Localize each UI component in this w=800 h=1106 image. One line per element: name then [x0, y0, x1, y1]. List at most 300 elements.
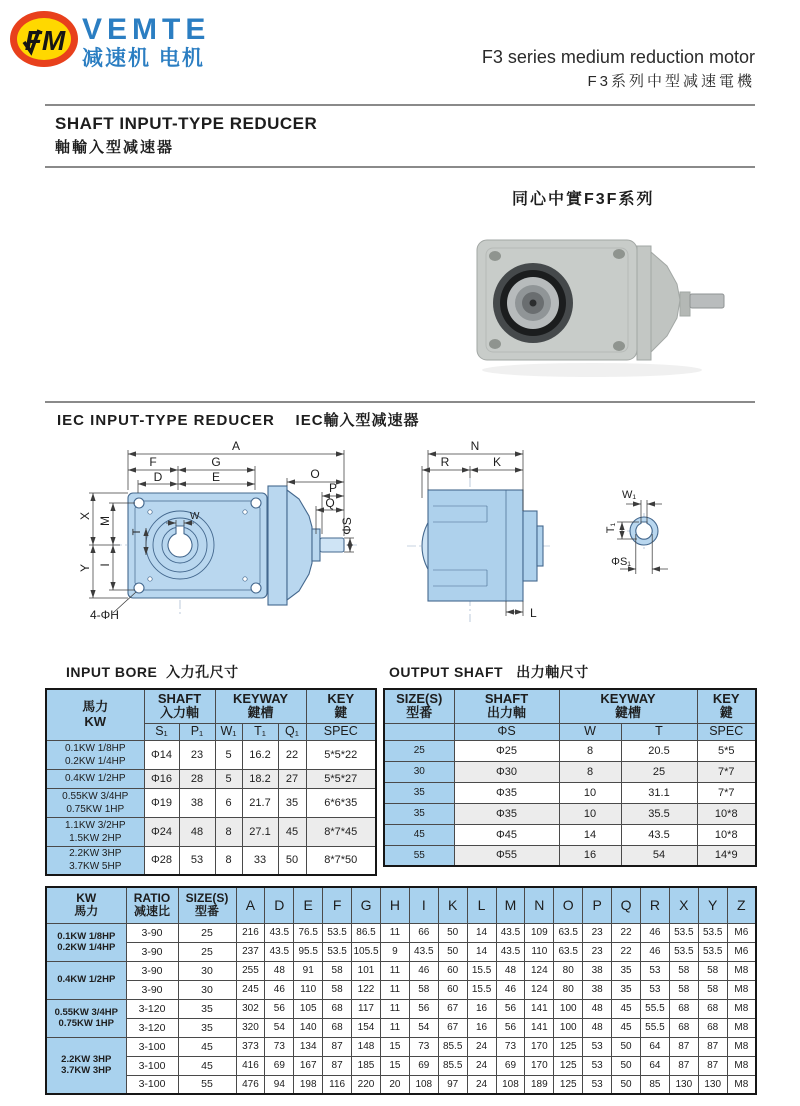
power-line: 3.7KW 3HP: [61, 1065, 112, 1077]
dim-value: 110: [294, 980, 323, 999]
col-header-kw: KW 馬力: [46, 887, 126, 923]
dim-value: 50: [612, 1056, 641, 1075]
col-header-letter: P: [583, 887, 612, 923]
dim-label-X: X: [78, 511, 92, 521]
table-row: [384, 803, 756, 824]
dim-value: Φ28: [144, 846, 179, 875]
dim-label-T1: T₁: [605, 522, 617, 534]
dim-value: 53.5: [669, 923, 698, 942]
dim-value: 5: [215, 769, 242, 788]
dim-value: 55.5: [640, 999, 669, 1018]
dim-value: M8: [727, 1056, 756, 1075]
dim-value: 50: [278, 846, 306, 875]
input-bore-title-en: INPUT BORE: [66, 664, 158, 680]
size-value: 45: [178, 1056, 236, 1075]
dim-value: 220: [352, 1075, 381, 1094]
table-row: [46, 788, 376, 817]
power-group-label: [46, 961, 126, 999]
power-line: 3.7KW 5HP: [69, 861, 122, 873]
col-header-t1: T₁: [242, 723, 278, 740]
dim-label-Q: Q: [325, 496, 335, 510]
dim-value: 67: [438, 1018, 467, 1037]
dim-value: 66: [409, 923, 438, 942]
dim-value: 53: [583, 1075, 612, 1094]
output-shaft-table: [383, 688, 757, 867]
col-header-letter: F: [323, 887, 352, 923]
table-row: [46, 769, 376, 788]
power-line: 0.75KW 1HP: [58, 1018, 114, 1029]
page-title-zh: 軸輸入型减速器: [55, 139, 175, 156]
col-header-power: 馬力 KW: [46, 689, 144, 740]
power-label: [46, 846, 144, 875]
series-title-zh: F3系列中型减速電機: [587, 73, 755, 90]
col-header-shaft: SHAFT 出力軸: [454, 689, 559, 723]
col-header-letter: I: [409, 887, 438, 923]
dim-value: 167: [294, 1056, 323, 1075]
power-label: [46, 817, 144, 846]
dim-value: 53: [179, 846, 215, 875]
col-header-letter: K: [438, 887, 467, 923]
ratio-value: 3-100: [126, 1075, 178, 1094]
col-header-letter: D: [265, 887, 294, 923]
power-line: 1.1KW 3/2HP: [64, 819, 126, 831]
dim-value: 46: [496, 980, 525, 999]
title-divider: [45, 166, 755, 168]
dim-value: Φ25: [454, 740, 559, 761]
dim-value: 6*6*35: [306, 788, 376, 817]
dim-value: 23: [179, 740, 215, 769]
dim-value: M6: [727, 923, 756, 942]
dim-value: 24: [467, 1056, 496, 1075]
dim-value: 134: [294, 1037, 323, 1056]
dim-value: 14*9: [697, 845, 756, 866]
power-line: 2.2KW 3HP: [61, 1053, 112, 1065]
dim-value: Φ35: [454, 803, 559, 824]
output-shaft-body: [384, 740, 756, 866]
dimension-table-body: [46, 923, 756, 1094]
dim-value: 28: [179, 769, 215, 788]
dim-value: 14: [467, 923, 496, 942]
col-header-size: SIZE(S) 型番: [384, 689, 454, 723]
table-row: [46, 740, 376, 769]
col-header-letter: H: [380, 887, 409, 923]
table-row: [46, 961, 756, 980]
dim-value: 11: [380, 980, 409, 999]
dim-value: 64: [640, 1056, 669, 1075]
dim-value: 68: [323, 1018, 352, 1037]
dim-value: 105: [294, 999, 323, 1018]
dim-value: 80: [554, 961, 583, 980]
dim-value: 108: [496, 1075, 525, 1094]
dim-value: 54: [409, 1018, 438, 1037]
dim-label-phiS: ΦS: [340, 517, 354, 535]
series-title-en: F3 series medium reduction motor: [481, 47, 755, 67]
dim-value: 64: [640, 1037, 669, 1056]
col-header-letter: G: [352, 887, 381, 923]
dim-value: 54: [621, 845, 697, 866]
dim-value: 117: [352, 999, 381, 1018]
dim-value: 69: [265, 1056, 294, 1075]
dim-value: 58: [323, 980, 352, 999]
dim-value: 53: [583, 1056, 612, 1075]
brand-block: [82, 14, 210, 71]
col-header-letter: L: [467, 887, 496, 923]
dim-value: M8: [727, 999, 756, 1018]
dim-value: 48: [265, 961, 294, 980]
input-bore-table: [45, 688, 377, 876]
col-header-letter: E: [294, 887, 323, 923]
input-bore-body: [46, 740, 376, 875]
dim-value: 130: [669, 1075, 698, 1094]
col-header-letter: Z: [727, 887, 756, 923]
dim-value: 8*7*50: [306, 846, 376, 875]
dim-value: 110: [525, 942, 554, 961]
dim-label-E: E: [211, 470, 221, 484]
col-header-ratio: RATIO 减速比: [126, 887, 178, 923]
power-group-label: [46, 999, 126, 1037]
dim-value: 141: [525, 1018, 554, 1037]
dim-value: 76.5: [294, 923, 323, 942]
dim-value: 69: [496, 1056, 525, 1075]
col-header-blank: [384, 723, 454, 740]
dim-value: 8: [215, 817, 242, 846]
dim-value: 116: [323, 1075, 352, 1094]
page-title-en: SHAFT INPUT-TYPE REDUCER: [55, 114, 318, 133]
size-label: 35: [384, 803, 454, 824]
size-value: 30: [178, 961, 236, 980]
dim-value: 7*7: [697, 761, 756, 782]
table-row: [46, 999, 756, 1018]
dim-value: 46: [409, 961, 438, 980]
dim-value: 35.5: [621, 803, 697, 824]
dim-value: 68: [323, 999, 352, 1018]
col-header-spec: SPEC: [697, 723, 756, 740]
ratio-value: 3-90: [126, 961, 178, 980]
dim-value: 16: [467, 999, 496, 1018]
power-group-label: [46, 923, 126, 961]
size-label: 30: [384, 761, 454, 782]
dim-value: M8: [727, 1037, 756, 1056]
dim-value: 55.5: [640, 1018, 669, 1037]
dim-value: 56: [496, 1018, 525, 1037]
side-view: [422, 490, 543, 601]
ratio-value: 3-120: [126, 999, 178, 1018]
col-header-letter: N: [525, 887, 554, 923]
dim-value: 94: [265, 1075, 294, 1094]
dim-value: 53.5: [669, 942, 698, 961]
technical-drawing: [45, 426, 755, 644]
power-label: [46, 788, 144, 817]
dim-value: 73: [496, 1037, 525, 1056]
dim-value: 85.5: [438, 1056, 467, 1075]
dim-value: 15.5: [467, 980, 496, 999]
input-bore-title: [66, 662, 239, 682]
section-divider: [45, 401, 755, 403]
dim-value: 148: [352, 1037, 381, 1056]
dim-value: Φ16: [144, 769, 179, 788]
dim-value: 198: [294, 1075, 323, 1094]
dim-value: 11: [380, 999, 409, 1018]
series-heading: [482, 47, 755, 91]
table-row: [46, 923, 756, 942]
power-label: [46, 740, 144, 769]
output-shaft-title: [389, 662, 589, 682]
drawing-heading-en: IEC INPUT-TYPE REDUCER: [57, 412, 275, 429]
dim-value: 38: [583, 980, 612, 999]
size-value: 25: [178, 923, 236, 942]
col-header-t: T: [621, 723, 697, 740]
dim-label-L: L: [530, 606, 537, 620]
dim-value: 140: [294, 1018, 323, 1037]
power-line: 0.2KW 1/4HP: [57, 942, 116, 953]
dim-value: 105.5: [352, 942, 381, 961]
dim-value: 14: [559, 824, 621, 845]
dim-value: 24: [467, 1037, 496, 1056]
col-header-shaft: SHAFT 入力軸: [144, 689, 215, 723]
dim-value: 63.5: [554, 942, 583, 961]
dim-value: 68: [698, 1018, 727, 1037]
size-label: 55: [384, 845, 454, 866]
dim-value: 58: [409, 980, 438, 999]
col-header-letter: O: [554, 887, 583, 923]
table-row: [384, 824, 756, 845]
power-line: 0.75KW 1HP: [66, 803, 125, 815]
dim-value: M8: [727, 980, 756, 999]
dim-value: Φ35: [454, 782, 559, 803]
dim-value: 56: [409, 999, 438, 1018]
table-row: [46, 1037, 756, 1056]
dim-value: 48: [179, 817, 215, 846]
dim-value: 27.1: [242, 817, 278, 846]
dim-label-R: R: [440, 455, 450, 469]
dim-value: 45: [612, 1018, 641, 1037]
dim-value: 80: [554, 980, 583, 999]
dimension-table: [45, 886, 757, 1095]
power-label: [46, 769, 144, 788]
dim-value: 46: [265, 980, 294, 999]
dim-value: 87: [323, 1037, 352, 1056]
dim-value: 130: [698, 1075, 727, 1094]
dim-value: 170: [525, 1037, 554, 1056]
table-row: [46, 1075, 756, 1094]
power-line: 0.4KW 1/2HP: [64, 773, 126, 784]
dim-value: Φ30: [454, 761, 559, 782]
power-line: 0.55KW 3/4HP: [62, 790, 129, 802]
dim-value: 63.5: [554, 923, 583, 942]
dim-value: 23: [583, 923, 612, 942]
dim-value: 46: [640, 942, 669, 961]
dim-value: 154: [352, 1018, 381, 1037]
col-header-phis: ΦS: [454, 723, 559, 740]
dim-value: 125: [554, 1075, 583, 1094]
dim-value: 237: [236, 942, 265, 961]
table-row: [46, 817, 376, 846]
dim-value: 43.5: [496, 923, 525, 942]
dim-value: 11: [380, 1018, 409, 1037]
power-line: 2.2KW 3HP: [69, 848, 122, 860]
dim-value: 5*5: [697, 740, 756, 761]
col-header-w1: W₁: [215, 723, 242, 740]
col-header-key: KEY 鍵: [306, 689, 376, 723]
dim-value: 68: [698, 999, 727, 1018]
dim-value: 60: [438, 980, 467, 999]
dim-value: 320: [236, 1018, 265, 1037]
dim-label-O: O: [310, 467, 320, 481]
dim-value: 33: [242, 846, 278, 875]
power-group-label: [46, 1037, 126, 1094]
dim-value: 87: [698, 1056, 727, 1075]
dim-value: 43.5: [265, 942, 294, 961]
dim-value: 16.2: [242, 740, 278, 769]
dim-value: 20.5: [621, 740, 697, 761]
dim-value: 35: [278, 788, 306, 817]
size-value: 35: [178, 1018, 236, 1037]
dim-label-G: G: [211, 455, 221, 469]
dim-value: 53.5: [323, 942, 352, 961]
dim-value: 185: [352, 1056, 381, 1075]
dim-value: 85.5: [438, 1037, 467, 1056]
dim-value: M8: [727, 961, 756, 980]
dim-value: 48: [583, 1018, 612, 1037]
dim-value: 53.5: [323, 923, 352, 942]
table-row: [384, 761, 756, 782]
brand-name: VEMTE: [82, 13, 211, 46]
size-label: 45: [384, 824, 454, 845]
dim-value: 50: [612, 1075, 641, 1094]
table-row: [46, 1018, 756, 1037]
dim-value: Φ55: [454, 845, 559, 866]
dim-value: 255: [236, 961, 265, 980]
dim-label-N: N: [470, 439, 480, 453]
dim-value: 87: [669, 1056, 698, 1075]
dim-value: 87: [323, 1056, 352, 1075]
ratio-value: 3-120: [126, 1018, 178, 1037]
col-header-letter: R: [640, 887, 669, 923]
dim-value: 48: [496, 961, 525, 980]
product-caption: 同心中實F3F系列: [512, 191, 655, 208]
ratio-value: 3-90: [126, 980, 178, 999]
dim-value: 22: [612, 923, 641, 942]
dim-value: 68: [669, 1018, 698, 1037]
dim-value: 5*5*27: [306, 769, 376, 788]
dim-value: 15: [380, 1037, 409, 1056]
dim-value: 23: [583, 942, 612, 961]
dim-value: 6: [215, 788, 242, 817]
dim-value: 141: [525, 999, 554, 1018]
col-header-letter: X: [669, 887, 698, 923]
dim-value: 216: [236, 923, 265, 942]
dim-label-W1: W₁: [621, 489, 637, 501]
dim-value: 101: [352, 961, 381, 980]
dim-value: 50: [612, 1037, 641, 1056]
dim-value: 11: [380, 923, 409, 942]
dim-value: 21.7: [242, 788, 278, 817]
dim-value: 100: [554, 1018, 583, 1037]
dim-value: 16: [559, 845, 621, 866]
dim-value: 69: [409, 1056, 438, 1075]
dim-value: 7*7: [697, 782, 756, 803]
dim-value: 416: [236, 1056, 265, 1075]
dim-value: 22: [612, 942, 641, 961]
dim-value: M8: [727, 1018, 756, 1037]
dim-value: 43.5: [265, 923, 294, 942]
dim-label-T: T: [131, 528, 143, 536]
dim-value: 73: [409, 1037, 438, 1056]
dim-label-phiS1: ΦS₁: [611, 556, 631, 568]
size-value: 35: [178, 999, 236, 1018]
dim-value: 8*7*45: [306, 817, 376, 846]
drawing-heading-zh: IEC輸入型减速器: [295, 412, 420, 429]
dim-value: 125: [554, 1056, 583, 1075]
dim-value: 10: [559, 803, 621, 824]
dim-value: 38: [583, 961, 612, 980]
size-value: 25: [178, 942, 236, 961]
power-line: 0.2KW 1/4HP: [64, 755, 126, 767]
brand-tagline: 减速机 电机: [82, 46, 205, 70]
output-shaft-title-zh: 出力軸尺寸: [516, 664, 589, 680]
dim-value: 16: [467, 1018, 496, 1037]
page-title: [55, 114, 317, 157]
table-row: [46, 846, 376, 875]
product-photo: [462, 222, 762, 382]
dim-value: 91: [294, 961, 323, 980]
col-header-size: SIZE(S) 型番: [178, 887, 236, 923]
dim-value: 24: [467, 1075, 496, 1094]
col-header-letter: M: [496, 887, 525, 923]
dim-value: 8: [215, 846, 242, 875]
table-row: [46, 980, 756, 999]
dim-value: 31.1: [621, 782, 697, 803]
size-value: 30: [178, 980, 236, 999]
ratio-value: 3-100: [126, 1056, 178, 1075]
dim-value: 15: [380, 1056, 409, 1075]
col-header-p1: P₁: [179, 723, 215, 740]
dim-value: 43.5: [409, 942, 438, 961]
power-line: 1.5KW 2HP: [69, 832, 122, 844]
ratio-value: 3-90: [126, 942, 178, 961]
dim-label-A: A: [231, 439, 241, 453]
dim-value: 373: [236, 1037, 265, 1056]
table-row: [384, 782, 756, 803]
front-view: [128, 486, 344, 605]
ratio-value: 3-90: [126, 923, 178, 942]
table-row: [384, 845, 756, 866]
dim-value: 58: [669, 961, 698, 980]
dim-value: 68: [669, 999, 698, 1018]
col-header-letter: Q: [612, 887, 641, 923]
dim-value: M8: [727, 1075, 756, 1094]
dim-label-4phiH: 4-ΦH: [90, 608, 119, 622]
dim-value: 10*8: [697, 824, 756, 845]
dim-value: 87: [698, 1037, 727, 1056]
dim-value: 18.2: [242, 769, 278, 788]
dim-value: M6: [727, 942, 756, 961]
dim-value: 100: [554, 999, 583, 1018]
power-line: 0.1KW 1/8HP: [57, 930, 116, 942]
size-value: 55: [178, 1075, 236, 1094]
col-header-keyway: KEYWAY 鍵槽: [559, 689, 697, 723]
header-divider: [45, 104, 755, 106]
dim-value: 15.5: [467, 961, 496, 980]
col-header-keyway: KEYWAY 鍵槽: [215, 689, 306, 723]
col-header-spec: SPEC: [306, 723, 376, 740]
dim-value: 189: [525, 1075, 554, 1094]
dim-value: 476: [236, 1075, 265, 1094]
power-line: 0.55KW 3/4HP: [54, 1006, 118, 1018]
dim-value: 43.5: [621, 824, 697, 845]
dim-value: 45: [278, 817, 306, 846]
dim-value: 122: [352, 980, 381, 999]
